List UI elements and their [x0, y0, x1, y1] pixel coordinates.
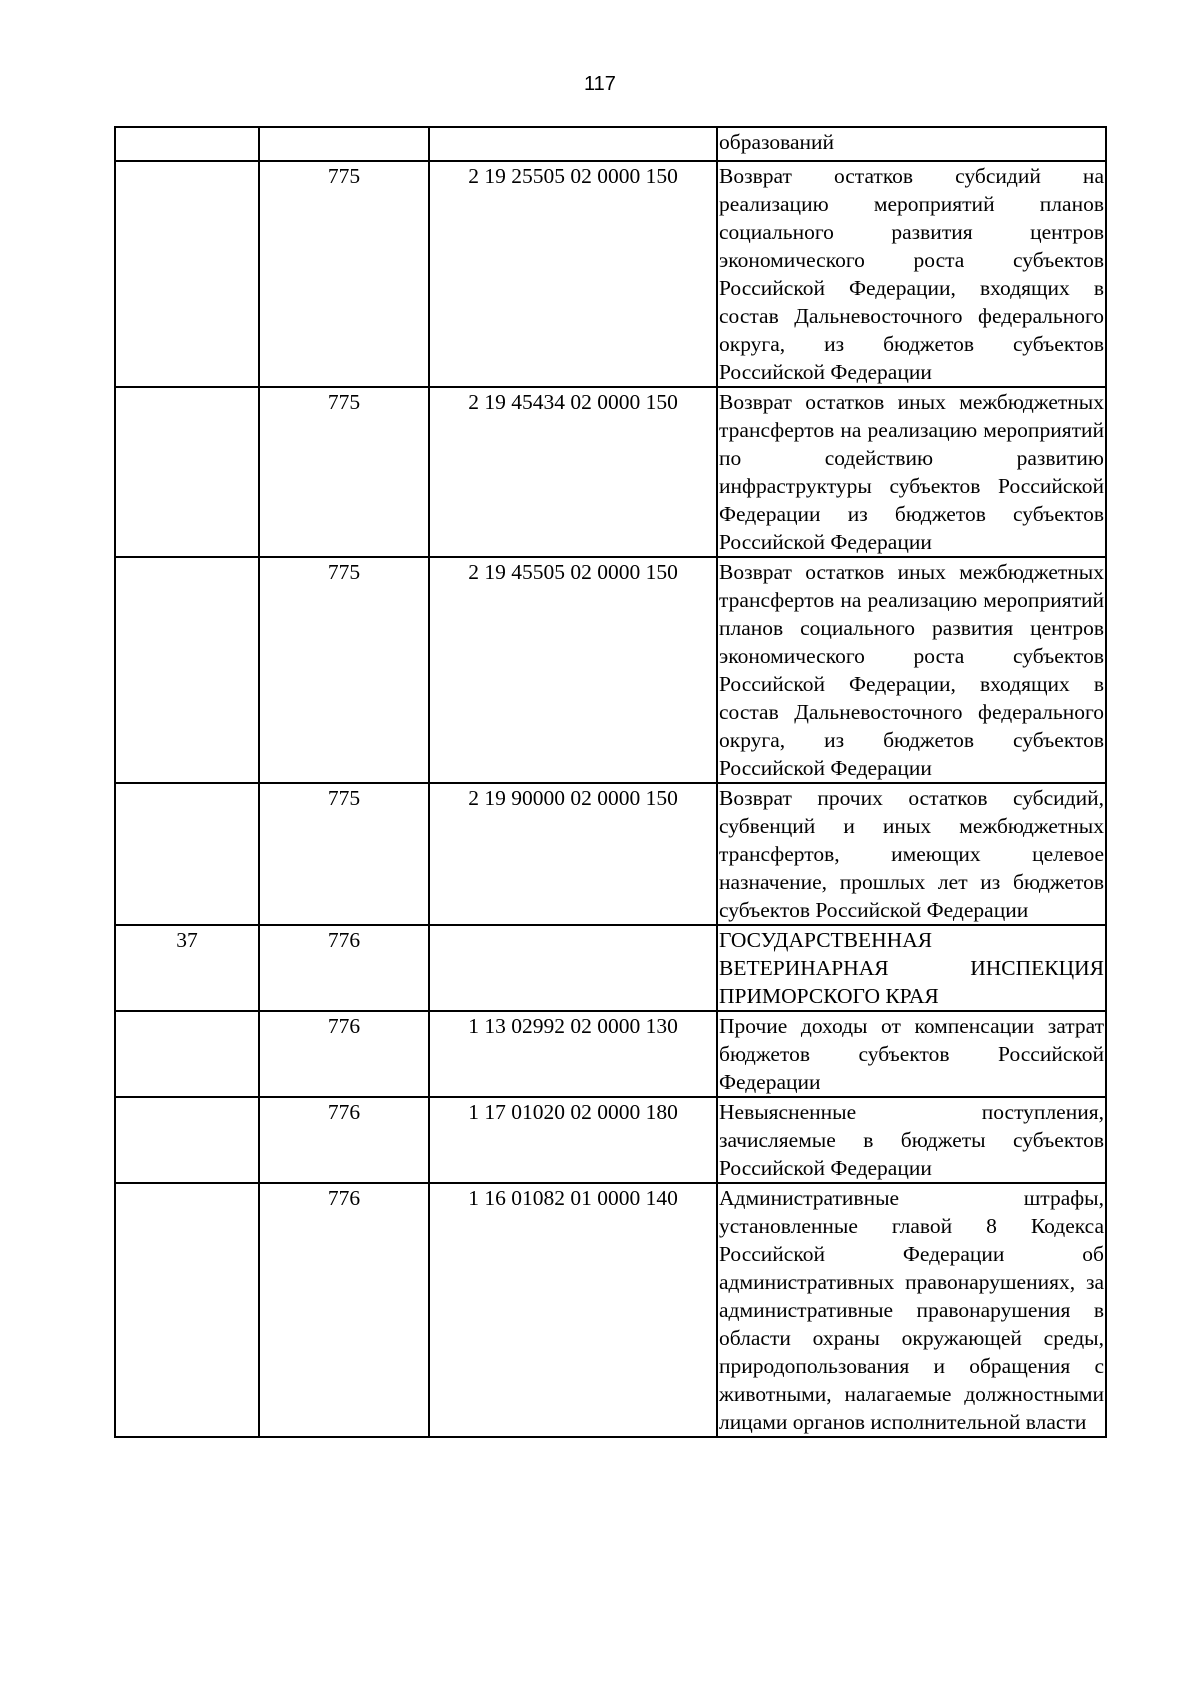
- revenue-name-cell: Возврат прочих остатков субсидий, субвенций и иных межбюджетных трансфертов, имеющих целевое назначение, прошлых лет из бюджетов субъектов Российской Федерации: [717, 783, 1106, 925]
- revenue-name-cell: Административные штрафы, установленные главой 8 Кодекса Российской Федерации об административных правонарушениях, за административные правонарушения в области охраны окружающей среды, природопользования и обращения с животными, налагаемые должностными лицами органов исполнительной власти: [717, 1183, 1106, 1437]
- admin-code-cell: [259, 127, 429, 161]
- budget-code-cell: [429, 925, 717, 1011]
- table-row: [115, 557, 1106, 783]
- row-number-cell: [115, 1011, 259, 1097]
- page-number: 117: [584, 73, 616, 95]
- revenue-codes-table: [114, 126, 1107, 1438]
- row-number-cell: [115, 557, 259, 783]
- table-row: [115, 161, 1106, 387]
- revenue-name-cell: Прочие доходы от компенсации затрат бюджетов субъектов Российской Федерации: [717, 1011, 1106, 1097]
- revenue-name-cell: Возврат остатков субсидий на реализацию мероприятий планов социального развития центров экономического роста субъектов Российской Федерации, входящих в состав Дальневосточного федерального округа, из бюджетов субъектов Российской Федерации: [717, 161, 1106, 387]
- table-row: [115, 1183, 1106, 1437]
- budget-code-cell: 1 13 02992 02 0000 130: [429, 1011, 717, 1097]
- budget-code-cell: 2 19 45434 02 0000 150: [429, 387, 717, 557]
- table-row: [115, 783, 1106, 925]
- table-row: [115, 1097, 1106, 1183]
- budget-code-cell: [429, 127, 717, 161]
- row-number-cell: [115, 161, 259, 387]
- organization-heading-cell: ГОСУДАРСТВЕННАЯ ВЕТЕРИНАРНАЯ ИНСПЕКЦИЯ ПРИМОРСКОГО КРАЯ: [717, 925, 1106, 1011]
- admin-code-cell: 776: [259, 925, 429, 1011]
- table-row: [115, 127, 1106, 161]
- revenue-name-cell: образований: [717, 127, 1106, 161]
- table-row: [115, 387, 1106, 557]
- admin-code-cell: 775: [259, 783, 429, 925]
- revenue-name-cell: Возврат остатков иных межбюджетных трансфертов на реализацию мероприятий по содействию развитию инфраструктуры субъектов Российской Федерации из бюджетов субъектов Российской Федерации: [717, 387, 1106, 557]
- row-number-cell: [115, 1183, 259, 1437]
- row-number-cell: [115, 1097, 259, 1183]
- row-number-cell: 37: [115, 925, 259, 1011]
- admin-code-cell: 776: [259, 1183, 429, 1437]
- admin-code-cell: 776: [259, 1011, 429, 1097]
- admin-code-cell: 775: [259, 161, 429, 387]
- admin-code-cell: 776: [259, 1097, 429, 1183]
- budget-code-cell: 2 19 90000 02 0000 150: [429, 783, 717, 925]
- row-number-cell: [115, 387, 259, 557]
- admin-code-cell: 775: [259, 557, 429, 783]
- budget-code-cell: 2 19 25505 02 0000 150: [429, 161, 717, 387]
- budget-code-cell: 2 19 45505 02 0000 150: [429, 557, 717, 783]
- budget-code-cell: 1 16 01082 01 0000 140: [429, 1183, 717, 1437]
- row-number-cell: [115, 127, 259, 161]
- table-row: [115, 1011, 1106, 1097]
- budget-code-cell: 1 17 01020 02 0000 180: [429, 1097, 717, 1183]
- table-row: [115, 925, 1106, 1011]
- revenue-name-cell: Возврат остатков иных межбюджетных трансфертов на реализацию мероприятий планов социального развития центров экономического роста субъектов Российской Федерации, входящих в состав Дальневосточного федерального округа, из бюджетов субъектов Российской Федерации: [717, 557, 1106, 783]
- row-number-cell: [115, 783, 259, 925]
- admin-code-cell: 775: [259, 387, 429, 557]
- revenue-name-cell: Невыясненные поступления, зачисляемые в бюджеты субъектов Российской Федерации: [717, 1097, 1106, 1183]
